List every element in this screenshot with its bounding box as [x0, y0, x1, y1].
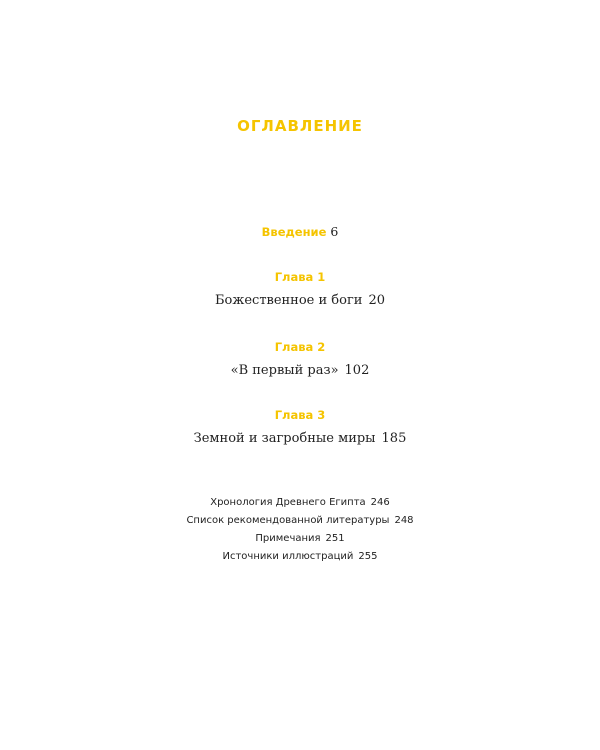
toc-entry-chronology[interactable] [0, 497, 600, 508]
bibliography-title: Список рекомендованной литературы [186, 515, 390, 526]
chronology-title: Хронология Древнего Египта [210, 497, 366, 508]
chapter-1-label: Глава 1 [274, 270, 326, 284]
chapter-2-title: «В первый раз» [230, 363, 339, 378]
toc-entry-chapter-3[interactable] [0, 431, 600, 446]
chapter-2-label: Глава 2 [274, 340, 326, 354]
chapter-3-page-number: 185 [381, 431, 407, 446]
toc-entry-intro[interactable] [0, 223, 600, 241]
illustration-sources-page-number: 255 [358, 551, 378, 562]
intro-page-number: 6 [330, 224, 339, 239]
toc-entry-chapter-1[interactable] [0, 293, 600, 308]
toc-entry-notes[interactable] [0, 533, 600, 544]
chapter-3-label: Глава 3 [274, 408, 326, 422]
notes-title: Примечания [255, 533, 321, 544]
chronology-page-number: 246 [370, 497, 390, 508]
intro-label: Введение [261, 225, 327, 239]
illustration-sources-title: Источники иллюстраций [222, 551, 354, 562]
chapter-2-page-number: 102 [344, 363, 370, 378]
toc-entry-chapter-2[interactable] [0, 363, 600, 378]
notes-page-number: 251 [325, 533, 345, 544]
chapter-1-page-number: 20 [368, 293, 385, 308]
bibliography-page-number: 248 [394, 515, 414, 526]
toc-entry-bibliography[interactable] [0, 515, 600, 526]
toc-entry-illustration-sources[interactable] [0, 551, 600, 562]
chapter-1-title: Божественное и боги [215, 293, 363, 308]
chapter-3-title: Земной и загробные миры [193, 431, 376, 446]
toc-heading: ОГЛАВЛЕНИЕ [237, 117, 363, 135]
